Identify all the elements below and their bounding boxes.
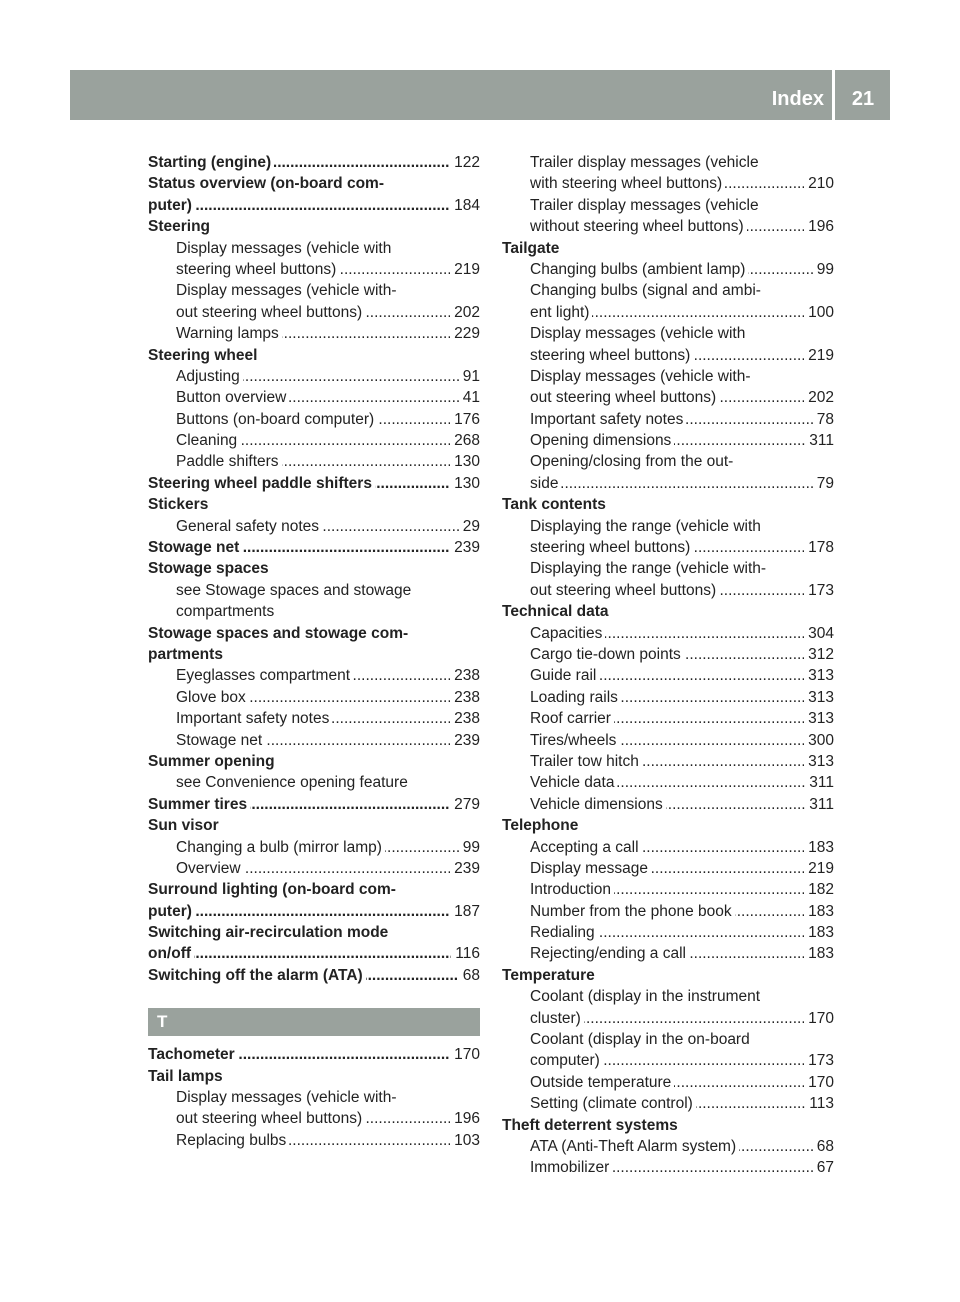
index-subentry [530, 751, 834, 772]
index-subentry [530, 922, 834, 943]
page-reference[interactable]: 313 [804, 708, 834, 729]
entry-text: Overview [176, 860, 244, 877]
index-subentry [176, 238, 480, 259]
index-subentry [530, 1136, 834, 1157]
index-subentry [530, 537, 834, 558]
entry-text: on/off [148, 945, 194, 962]
entry-text: Switching off the alarm (ATA) [148, 967, 366, 984]
page-reference[interactable]: 300 [804, 730, 834, 751]
index-subentry [176, 1108, 480, 1129]
entry-text: steering wheel buttons) [530, 347, 693, 364]
page-reference[interactable]: 304 [804, 623, 834, 644]
index-subentry [530, 623, 834, 644]
index-subentry [176, 837, 480, 858]
page-reference[interactable]: 183 [804, 943, 834, 964]
index-heading [148, 794, 480, 815]
entry-text: Telephone [502, 817, 581, 834]
index-subentry [176, 1130, 480, 1151]
entry-text: Cleaning [176, 432, 240, 449]
page-reference[interactable]: 99 [813, 259, 834, 280]
index-column-left [148, 152, 480, 1151]
entry-text: Trailer display messages (vehicle [530, 154, 762, 171]
page-reference[interactable]: 170 [450, 1044, 480, 1065]
index-subentry [176, 323, 480, 344]
entry-text: Display messages (vehicle with [530, 325, 748, 342]
entry-text: Accepting a call [530, 839, 642, 856]
entry-text: Display messages (vehicle with- [176, 1089, 400, 1106]
page-reference[interactable]: 78 [813, 409, 834, 430]
page-reference[interactable]: 268 [450, 430, 480, 451]
entry-text: Important safety notes [176, 710, 332, 727]
entry-text: partments [148, 646, 226, 663]
index-subentry [530, 280, 834, 301]
index-subentry [176, 772, 480, 793]
entry-text: ent light) [530, 304, 592, 321]
page-reference[interactable]: 183 [804, 922, 834, 943]
page-reference[interactable]: 313 [804, 687, 834, 708]
index-subentry [176, 687, 480, 708]
entry-text: Changing bulbs (ambient lamp) [530, 261, 748, 278]
index-subentry [530, 516, 834, 537]
entry-text: out steering wheel buttons) [530, 582, 719, 599]
entry-text: computer) [530, 1052, 603, 1069]
index-subentry [176, 280, 480, 301]
page-reference[interactable]: 130 [450, 451, 480, 472]
index-subentry [530, 837, 834, 858]
entry-text: Surround lighting (on-board com- [148, 881, 399, 898]
entry-text: puter) [148, 903, 195, 920]
index-subentry [530, 366, 834, 387]
page-reference[interactable]: 173 [804, 580, 834, 601]
index-subentry [530, 1008, 834, 1029]
index-subentry [530, 259, 834, 280]
index-subentry [530, 986, 834, 1007]
index-subentry [176, 516, 480, 537]
page-reference[interactable]: 99 [459, 837, 480, 858]
entry-text: Sun visor [148, 817, 222, 834]
index-subentry [530, 772, 834, 793]
page-reference[interactable]: 312 [804, 644, 834, 665]
index-column-right [502, 152, 834, 1179]
index-subentry [176, 451, 480, 472]
entry-text: Paddle shifters [176, 453, 282, 470]
entry-text: Displaying the range (vehicle with- [530, 560, 769, 577]
page-reference[interactable]: 41 [459, 387, 480, 408]
index-subentry [530, 943, 834, 964]
entry-text: Replacing bulbs [176, 1132, 289, 1149]
entry-text: Stickers [148, 496, 211, 513]
index-subentry [530, 644, 834, 665]
entry-text: Button overview [176, 389, 289, 406]
index-subentry [530, 409, 834, 430]
entry-text: Changing a bulb (mirror lamp) [176, 839, 385, 856]
page-reference[interactable]: 67 [813, 1157, 834, 1178]
left-entries [148, 152, 480, 986]
index-heading [148, 815, 480, 836]
index-heading [148, 879, 480, 900]
page-reference[interactable]: 219 [804, 345, 834, 366]
index-subentry [530, 1157, 834, 1178]
index-heading [148, 751, 480, 772]
page-reference[interactable]: 210 [804, 173, 834, 194]
entry-text: Tachometer [148, 1046, 238, 1063]
entry-text: compartments [176, 603, 277, 620]
entry-text: Display messages (vehicle with- [176, 282, 400, 299]
entry-text: Theft deterrent systems [502, 1117, 681, 1134]
entry-text: Vehicle dimensions [530, 796, 666, 813]
entry-text: Tank contents [502, 496, 609, 513]
entry-text: Tailgate [502, 240, 562, 257]
page-reference[interactable]: 176 [450, 409, 480, 430]
index-heading [148, 901, 480, 922]
index-subentry [530, 558, 834, 579]
entry-text: Tail lamps [148, 1068, 226, 1085]
entry-text: Steering wheel paddle shifters [148, 475, 375, 492]
index-subentry [530, 152, 834, 173]
page-reference[interactable]: 219 [450, 259, 480, 280]
entry-text: Glove box [176, 689, 249, 706]
index-subentry [530, 730, 834, 751]
entry-text: cluster) [530, 1010, 584, 1027]
page-reference[interactable]: 68 [459, 965, 480, 986]
entry-text: Loading rails [530, 689, 621, 706]
page-reference[interactable]: 311 [805, 772, 834, 793]
entry-text: ATA (Anti-Theft Alarm system) [530, 1138, 739, 1155]
page-reference[interactable]: 202 [804, 387, 834, 408]
index-subentry [176, 858, 480, 879]
index-heading [148, 345, 480, 366]
page-number: 21 [851, 88, 875, 110]
index-subentry [176, 409, 480, 430]
page-reference[interactable]: 219 [804, 858, 834, 879]
entry-text: Roof carrier [530, 710, 614, 727]
entry-text: Display messages (vehicle with [176, 240, 394, 257]
index-subentry [530, 1093, 834, 1114]
page-reference[interactable]: 183 [804, 901, 834, 922]
index-subentry [530, 580, 834, 601]
index-subentry [530, 387, 834, 408]
entry-text: out steering wheel buttons) [530, 389, 719, 406]
right-entries [502, 152, 834, 1179]
index-subentry [530, 794, 834, 815]
page-reference[interactable]: 238 [450, 665, 480, 686]
page-reference[interactable]: 229 [450, 323, 480, 344]
entry-text: Cargo tie-down points [530, 646, 684, 663]
page-reference[interactable]: 183 [804, 837, 834, 858]
index-heading [148, 173, 480, 194]
page-title: Index [771, 88, 824, 110]
page-reference[interactable]: 196 [450, 1108, 480, 1129]
index-subentry [530, 216, 834, 237]
index-subentry [176, 601, 480, 622]
index-subentry [530, 1050, 834, 1071]
index-heading [148, 195, 480, 216]
page-reference[interactable]: 279 [450, 794, 480, 815]
page-reference[interactable]: 311 [805, 430, 834, 451]
index-heading [148, 537, 480, 558]
page-reference[interactable]: 130 [450, 473, 480, 494]
page-reference[interactable]: 178 [804, 537, 834, 558]
entry-text: Displaying the range (vehicle with [530, 518, 764, 535]
page-reference[interactable]: 187 [450, 901, 480, 922]
index-subentry [530, 302, 834, 323]
index-subentry [530, 345, 834, 366]
entry-text: out steering wheel buttons) [176, 1110, 365, 1127]
index-subentry [530, 473, 834, 494]
entry-text: with steering wheel buttons) [530, 175, 725, 192]
page-reference[interactable]: 311 [805, 794, 834, 815]
page-reference[interactable]: 184 [450, 195, 480, 216]
entry-text: puter) [148, 197, 195, 214]
index-heading [148, 216, 480, 237]
index-subentry [176, 430, 480, 451]
index-subentry [530, 1029, 834, 1050]
index-heading [502, 815, 834, 836]
page-reference[interactable]: 313 [804, 751, 834, 772]
entry-text: Coolant (display in the on-board [530, 1031, 753, 1048]
entry-text: Temperature [502, 967, 598, 984]
entry-text: Coolant (display in the instrument [530, 988, 763, 1005]
page-reference[interactable]: 29 [459, 516, 480, 537]
index-heading [148, 1044, 480, 1065]
index-subentry [176, 1087, 480, 1108]
page-reference[interactable]: 196 [804, 216, 834, 237]
page-reference[interactable]: 239 [450, 730, 480, 751]
page-reference[interactable]: 113 [805, 1093, 834, 1114]
page-reference[interactable]: 173 [804, 1050, 834, 1071]
header-divider [832, 70, 835, 120]
page-reference[interactable]: 170 [804, 1072, 834, 1093]
entry-text: Switching air-recirculation mode [148, 924, 391, 941]
entry-text: Opening dimensions [530, 432, 674, 449]
index-subentry [176, 259, 480, 280]
index-heading [148, 922, 480, 943]
index-subentry [176, 302, 480, 323]
index-subentry [530, 901, 834, 922]
entry-text: steering wheel buttons) [176, 261, 339, 278]
entry-text: Stowage net [176, 732, 265, 749]
entry-text: Guide rail [530, 667, 599, 684]
entry-text: Capacities [530, 625, 605, 642]
index-heading [148, 644, 480, 665]
index-subentry [176, 665, 480, 686]
entry-text: Number from the phone book [530, 903, 735, 920]
entry-text: Summer tires [148, 796, 250, 813]
index-heading [502, 965, 834, 986]
page-reference[interactable]: 79 [813, 473, 834, 494]
entry-text: out steering wheel buttons) [176, 304, 365, 321]
entry-text: Buttons (on-board computer) [176, 411, 377, 428]
index-subentry [530, 195, 834, 216]
entry-text: Warning lamps [176, 325, 282, 342]
entry-text: Trailer tow hitch [530, 753, 642, 770]
index-subentry [530, 430, 834, 451]
entry-text: side [530, 475, 561, 492]
entry-text: see Convenience opening feature [176, 774, 411, 791]
index-heading [148, 943, 480, 964]
entry-text: see Stowage spaces and stowage [176, 582, 414, 599]
entry-text: Trailer display messages (vehicle [530, 197, 762, 214]
entry-text: Steering [148, 218, 213, 235]
index-heading [148, 473, 480, 494]
entry-text: without steering wheel buttons) [530, 218, 747, 235]
page-reference[interactable]: 239 [450, 858, 480, 879]
entry-text: Vehicle data [530, 774, 617, 791]
entry-text: Adjusting [176, 368, 243, 385]
entry-text: General safety notes [176, 518, 322, 535]
index-heading [148, 152, 480, 173]
index-subentry [530, 879, 834, 900]
index-heading [148, 1066, 480, 1087]
index-subentry [530, 451, 834, 472]
left-entries-after [148, 1044, 480, 1151]
entry-text: Stowage spaces and stowage com- [148, 625, 411, 642]
entry-text: Rejecting/ending a call [530, 945, 689, 962]
index-subentry [530, 665, 834, 686]
entry-text: Tires/wheels [530, 732, 619, 749]
entry-text: Starting (engine) [148, 154, 274, 171]
entry-text: Changing bulbs (signal and ambi- [530, 282, 764, 299]
index-subentry [530, 323, 834, 344]
index-heading [502, 494, 834, 515]
index-subentry [530, 687, 834, 708]
index-heading [148, 623, 480, 644]
entry-text: Immobilizer [530, 1159, 612, 1176]
entry-text: Display messages (vehicle with- [530, 368, 754, 385]
index-heading [502, 601, 834, 622]
page-reference[interactable]: 103 [450, 1130, 480, 1151]
index-subentry [530, 708, 834, 729]
index-heading [148, 494, 480, 515]
index-heading [148, 558, 480, 579]
index-subentry [530, 858, 834, 879]
entry-text: Stowage spaces [148, 560, 272, 577]
entry-text: Status overview (on-board com- [148, 175, 387, 192]
page-reference[interactable]: 170 [804, 1008, 834, 1029]
entry-text: Display message [530, 860, 651, 877]
entry-text: Stowage net [148, 539, 242, 556]
index-subentry [176, 580, 480, 601]
page-reference[interactable]: 182 [804, 879, 834, 900]
index-subentry [176, 366, 480, 387]
page-reference[interactable]: 68 [813, 1136, 834, 1157]
entry-text: Important safety notes [530, 411, 686, 428]
entry-text: Introduction [530, 881, 614, 898]
section-letter-t: T [148, 1008, 480, 1036]
entry-text: Outside temperature [530, 1074, 674, 1091]
index-heading [502, 238, 834, 259]
index-subentry [176, 730, 480, 751]
page-reference[interactable]: 91 [459, 366, 480, 387]
page-reference[interactable]: 202 [450, 302, 480, 323]
page-reference[interactable]: 100 [804, 302, 834, 323]
page-reference[interactable]: 238 [450, 708, 480, 729]
index-subentry [530, 1072, 834, 1093]
entry-text: Opening/closing from the out- [530, 453, 736, 470]
page-reference[interactable]: 239 [450, 537, 480, 558]
index-subentry [176, 708, 480, 729]
page-reference[interactable]: 122 [450, 152, 480, 173]
index-heading [148, 965, 480, 986]
index-heading [502, 1115, 834, 1136]
index-subentry [176, 387, 480, 408]
page-reference[interactable]: 116 [451, 943, 480, 964]
entry-text: Technical data [502, 603, 612, 620]
entry-text: Setting (climate control) [530, 1095, 696, 1112]
entry-text: Redialing [530, 924, 598, 941]
entry-text: Summer opening [148, 753, 278, 770]
page-reference[interactable]: 238 [450, 687, 480, 708]
index-subentry [530, 173, 834, 194]
entry-text: steering wheel buttons) [530, 539, 693, 556]
page-reference[interactable]: 313 [804, 665, 834, 686]
entry-text: Steering wheel [148, 347, 260, 364]
entry-text: Eyeglasses compartment [176, 667, 353, 684]
